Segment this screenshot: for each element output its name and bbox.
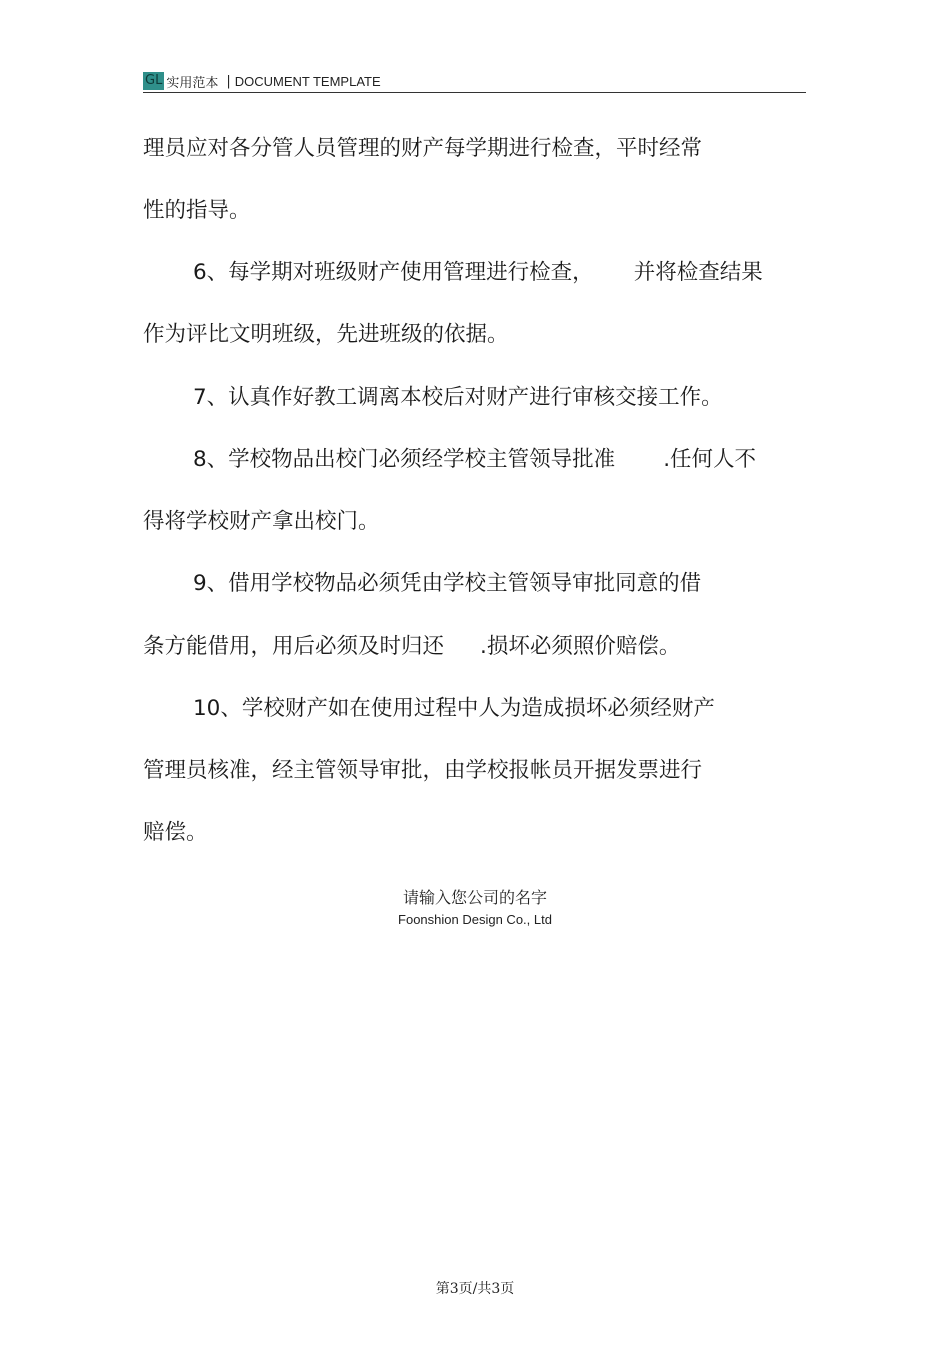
body-line-5: 7、认真作好教工调离本校后对财产进行审核交接工作。 <box>193 385 723 410</box>
body-line-1: 理员应对各分管人员管理的财产每学期进行检查，平时经常 <box>143 136 703 161</box>
body-line-10: 10、学校财产如在使用过程中人为造成损坏必须经财产 <box>193 696 715 721</box>
page-number: 第3页/共3页 <box>435 1281 515 1297</box>
header-separator: | <box>226 73 231 89</box>
body-line-3 <box>193 259 763 287</box>
header-subtitle: DOCUMENT TEMPLATE <box>234 73 381 89</box>
body-line-9 <box>143 633 680 661</box>
body-line-8: 9、借用学校物品必须凭由学校主管领导审批同意的借 <box>193 571 702 596</box>
body-line-3-part-b: 并将检查结果 <box>633 260 763 285</box>
body-line-11: 管理员核准，经主管领导审批，由学校报帐员开据发票进行 <box>143 758 703 783</box>
page-header <box>143 70 806 93</box>
header-brand: 实用范本 <box>166 75 219 91</box>
body-line-9-part-b: .损坏必须照价赔偿。 <box>480 634 681 659</box>
body-line-6-part-a: 8、学校物品出校门必须经学校主管领导批准 <box>193 447 616 472</box>
body-line-9-part-a: 条方能借用，用后必须及时归还 <box>143 634 445 659</box>
footer-company-en: Foonshion Design Co., Ltd <box>398 912 552 927</box>
logo-badge: GL <box>145 73 163 88</box>
footer-company-cn: 请输入您公司的名字 <box>402 888 547 907</box>
body-line-7: 得将学校财产拿出校门。 <box>143 509 380 534</box>
body-line-4: 作为评比文明班级，先进班级的依据。 <box>143 322 509 347</box>
body-line-3-part-a: 6、每学期对班级财产使用管理进行检查， <box>193 260 594 285</box>
body-line-2: 性的指导。 <box>143 198 251 223</box>
body-line-6 <box>193 446 756 474</box>
body-line-6-part-b: .任何人不 <box>663 447 757 472</box>
body-line-12: 赔偿。 <box>143 820 208 845</box>
